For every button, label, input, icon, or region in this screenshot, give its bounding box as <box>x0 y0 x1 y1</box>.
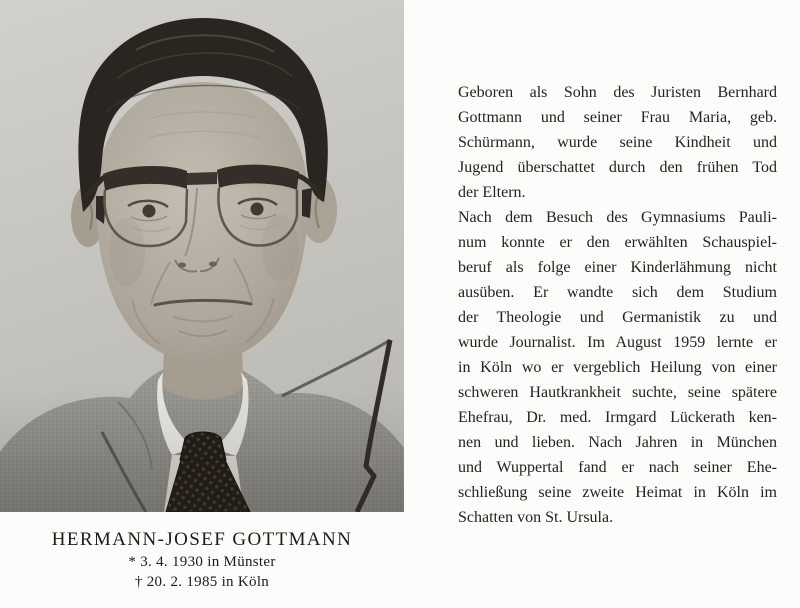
photo-caption <box>0 529 404 592</box>
bio-line: Jugend überschattet durch den frühen Tod <box>458 159 777 176</box>
bio-line: Nach dem Besuch des Gymnasiums Pauli- <box>458 209 777 226</box>
bio-line: nen und lieben. Nach Jahren in München <box>458 434 777 451</box>
bio-line: schließung seine zweite Heimat in Köln im <box>458 484 777 501</box>
portrait-photo <box>0 0 404 512</box>
bio-line: wurde Journalist. Im August 1959 lernte er <box>458 334 777 351</box>
bio-line: Schatten von St. Ursula. <box>458 509 614 526</box>
bio-line: der Eltern. <box>458 184 526 201</box>
birth-date: * 3. 4. 1930 in Münster <box>128 554 276 570</box>
bio-line: der Theologie und Germanistik zu und <box>458 309 777 326</box>
bio-line: Gottmann und seiner Frau Maria, geb. <box>458 109 777 126</box>
bio-line: Schürmann, wurde seine Kindheit und <box>458 134 777 151</box>
death-date: † 20. 2. 1985 in Köln <box>134 573 270 590</box>
biography-text <box>458 80 777 530</box>
portrait-illustration <box>0 0 404 512</box>
bio-line: beruf als folge einer Kinderlähmung nicht <box>458 259 777 276</box>
bio-line: Geboren als Sohn des Juristen Bernhard <box>458 84 777 101</box>
bio-line: und Wuppertal fand er nach seiner Ehe- <box>458 459 777 476</box>
bio-line: Ehefrau, Dr. med. Irmgard Lückerath ken- <box>458 409 777 426</box>
person-name: HERMANN-JOSEF GOTTMANN <box>51 529 353 550</box>
bio-line: num konnte er den erwählten Schauspiel- <box>458 234 777 251</box>
bio-line: in Köln wo er vergeblich Heilung von einer <box>458 359 777 376</box>
life-dates <box>0 553 404 592</box>
bio-line: schweren Hautkrankheit suchte, seine spätere <box>458 384 777 401</box>
bio-line: ausüben. Er wandte sich dem Studium <box>458 284 777 301</box>
